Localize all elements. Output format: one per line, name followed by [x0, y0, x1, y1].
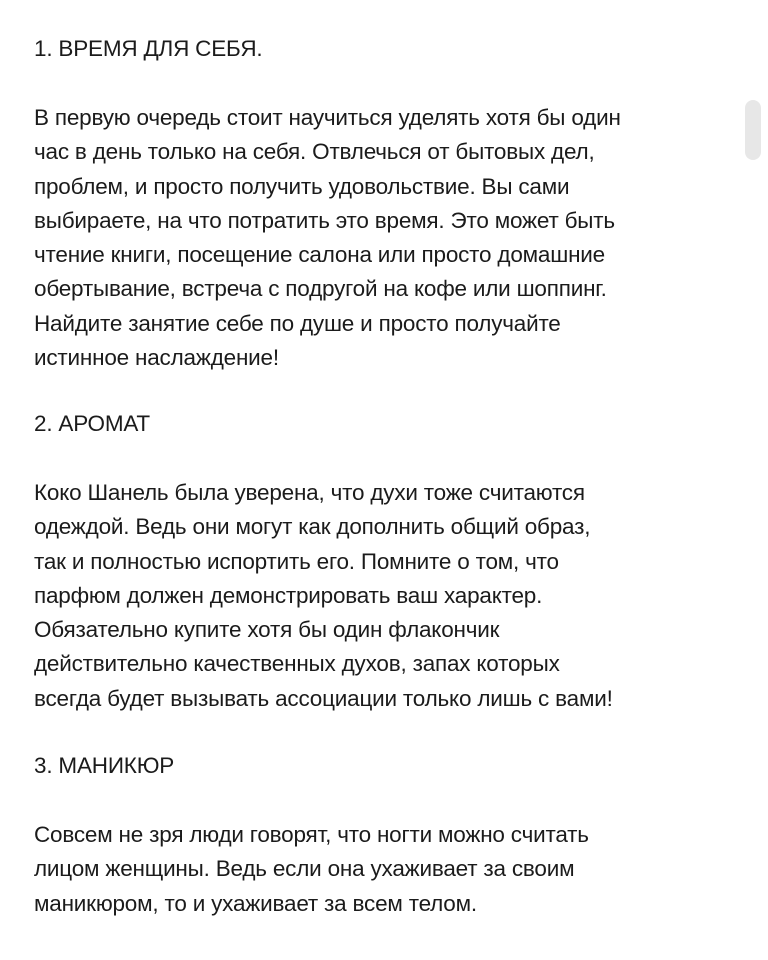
text-line: лицом женщины. Ведь если она ухаживает за своим: [34, 856, 575, 882]
section-heading-manicure: 3. МАНИКЮР: [34, 753, 175, 778]
text-line: В первую очередь стоит научиться уделять хотя бы один: [34, 105, 621, 130]
text-line: чтение книги, посещение салона или просто домашние: [34, 242, 605, 268]
text-line: Совсем не зря люди говорят, что ногти можно считать: [34, 822, 589, 847]
text-line: всегда будет вызывать ассоциации только лишь с вами!: [34, 685, 613, 711]
text-line: выбираете, на что потратить это время. Это может быть: [34, 207, 615, 233]
text-line: парфюм должен демонстрировать ваш характер.: [34, 582, 543, 608]
text-line: так и полностью испортить его. Помните о том, что: [34, 548, 559, 574]
section-heading-aroma: 2. АРОМАТ: [34, 411, 150, 436]
text-line: обертывание, встреча с подругой на кофе или шоппинг.: [34, 276, 607, 302]
text-line: истинное наслаждение!: [34, 345, 279, 371]
paragraph-aroma: [34, 476, 613, 716]
paragraph-manicure: [34, 818, 589, 921]
section-heading-time: 1. ВРЕМЯ ДЛЯ СЕБЯ.: [34, 36, 263, 61]
text-line: Найдите занятие себе по душе и просто получайте: [34, 310, 561, 336]
text-line: Обязательно купите хотя бы один флакончик: [34, 617, 500, 643]
scrollbar-thumb[interactable]: [745, 100, 761, 160]
text-line: маникюром, то и ухаживает за всем телом.: [34, 890, 477, 916]
text-line: час в день только на себя. Отвлечься от бытовых дел,: [34, 139, 595, 165]
paragraph-time: [34, 101, 621, 375]
text-line: одеждой. Ведь они могут как дополнить общий образ,: [34, 514, 591, 540]
text-line: Коко Шанель была уверена, что духи тоже считаются: [34, 480, 585, 505]
text-line: действительно качественных духов, запах которых: [34, 651, 560, 677]
text-line: проблем, и просто получить удовольствие. Вы сами: [34, 173, 570, 199]
